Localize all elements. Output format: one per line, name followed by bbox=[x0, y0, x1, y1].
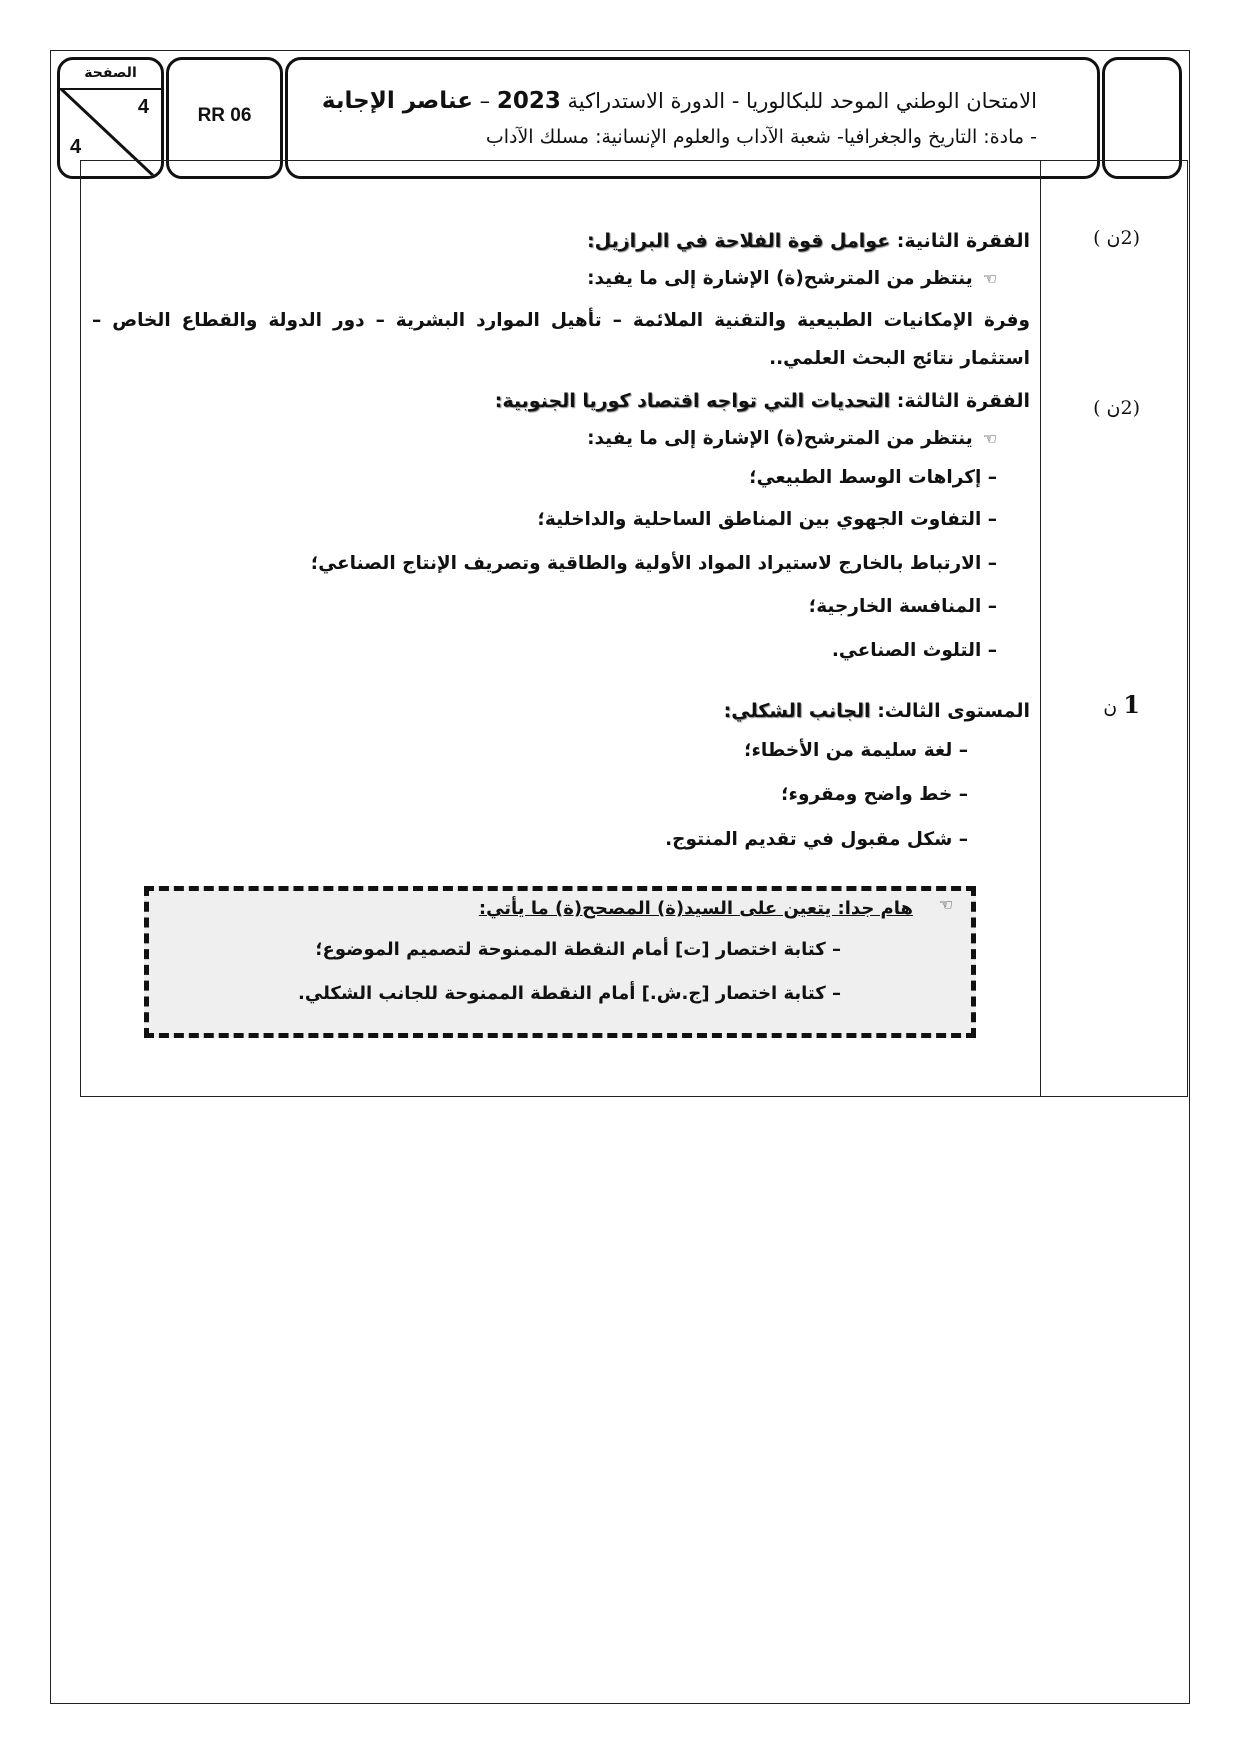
important-notice-box bbox=[144, 886, 976, 1038]
section-3-topic: التحديات التي تواجه اقتصاد كوريا الجنوبية: bbox=[494, 390, 891, 412]
section-3-item: – التلوث الصناعي. bbox=[831, 640, 997, 661]
mark-level-3-value: 1 bbox=[1123, 690, 1140, 719]
level-3-label: المستوى الثالث: bbox=[870, 700, 1030, 722]
section-3-item: – المنافسة الخارجية؛ bbox=[808, 596, 997, 617]
section-3-intro bbox=[587, 428, 997, 449]
marks-column-divider bbox=[1040, 160, 1041, 1097]
notice-item: – كتابة اختصار [ج.ش.] أمام النقطة الممنوحة للجانب الشكلي. bbox=[298, 983, 841, 1004]
section-2-paragraph: وفرة الإمكانيات الطبيعية والتقنية الملائمة – تأهيل الموارد البشرية – دور الدولة والقطاع الخاص – استثمار نتائج البحث العلمي.. bbox=[92, 310, 1030, 369]
mark-level-3-unit: ن bbox=[1103, 696, 1118, 718]
mark-level-3 bbox=[1090, 690, 1140, 719]
section-2-intro bbox=[587, 268, 997, 289]
notice-title: هام جدا: يتعين على السيد(ة) المصحح(ة) ما يأتي: bbox=[478, 898, 913, 919]
section-3-label: الفقرة الثالثة: bbox=[890, 390, 1030, 412]
section-3-item: – التفاوت الجهوي بين المناطق الساحلية والداخلية؛ bbox=[537, 509, 997, 530]
answer-elements-label: عناصر الإجابة bbox=[321, 88, 473, 114]
page-number-total: 4 bbox=[70, 136, 82, 158]
level-3-topic: الجانب الشكلي: bbox=[723, 700, 871, 722]
pointing-hand-icon: ☜ bbox=[982, 429, 997, 448]
section-3-intro-text: ينتظر من المترشح(ة) الإشارة إلى ما يفيد: bbox=[587, 428, 973, 449]
page-label: الصفحة bbox=[60, 60, 161, 90]
section-3-title bbox=[495, 390, 1030, 412]
exam-year: 2023 bbox=[496, 88, 561, 114]
pointing-hand-icon: ☜ bbox=[938, 895, 953, 914]
page-number-current: 4 bbox=[137, 96, 149, 118]
exam-title-separator: – bbox=[472, 89, 497, 113]
exam-title bbox=[322, 88, 1037, 114]
section-2-label: الفقرة الثانية: bbox=[890, 230, 1030, 252]
section-2-title bbox=[587, 230, 1030, 252]
section-2-intro-text: ينتظر من المترشح(ة) الإشارة إلى ما يفيد: bbox=[587, 268, 973, 289]
level-3-item: – خط واضح ومقروء؛ bbox=[781, 784, 968, 805]
section-2-topic: عوامل قوة الفلاحة في البرازيل: bbox=[587, 230, 891, 252]
level-3-title bbox=[724, 700, 1030, 722]
level-3-item: – شكل مقبول في تقديم المنتوج. bbox=[665, 829, 968, 850]
exam-code: RR 06 bbox=[197, 105, 252, 126]
mark-section-3: (2ن ) bbox=[1093, 397, 1140, 419]
section-3-item: – إكراهات الوسط الطبيعي؛ bbox=[749, 467, 997, 488]
notice-item: – كتابة اختصار [ت] أمام النقطة الممنوحة لتصميم الموضوع؛ bbox=[315, 939, 841, 960]
exam-subtitle: - مادة: التاريخ والجغرافيا- شعبة الآداب والعلوم الإنسانية: مسلك الآداب bbox=[485, 126, 1037, 148]
mark-section-2: (2ن ) bbox=[1093, 227, 1140, 249]
pointing-hand-icon: ☜ bbox=[982, 269, 997, 288]
section-3-item: – الارتباط بالخارج لاستيراد المواد الأولية والطاقية وتصريف الإنتاج الصناعي؛ bbox=[310, 553, 997, 574]
exam-title-text: الامتحان الوطني الموحد للبكالوريا - الدورة الاستدراكية bbox=[560, 89, 1037, 113]
level-3-item: – لغة سليمة من الأخطاء؛ bbox=[744, 740, 968, 761]
